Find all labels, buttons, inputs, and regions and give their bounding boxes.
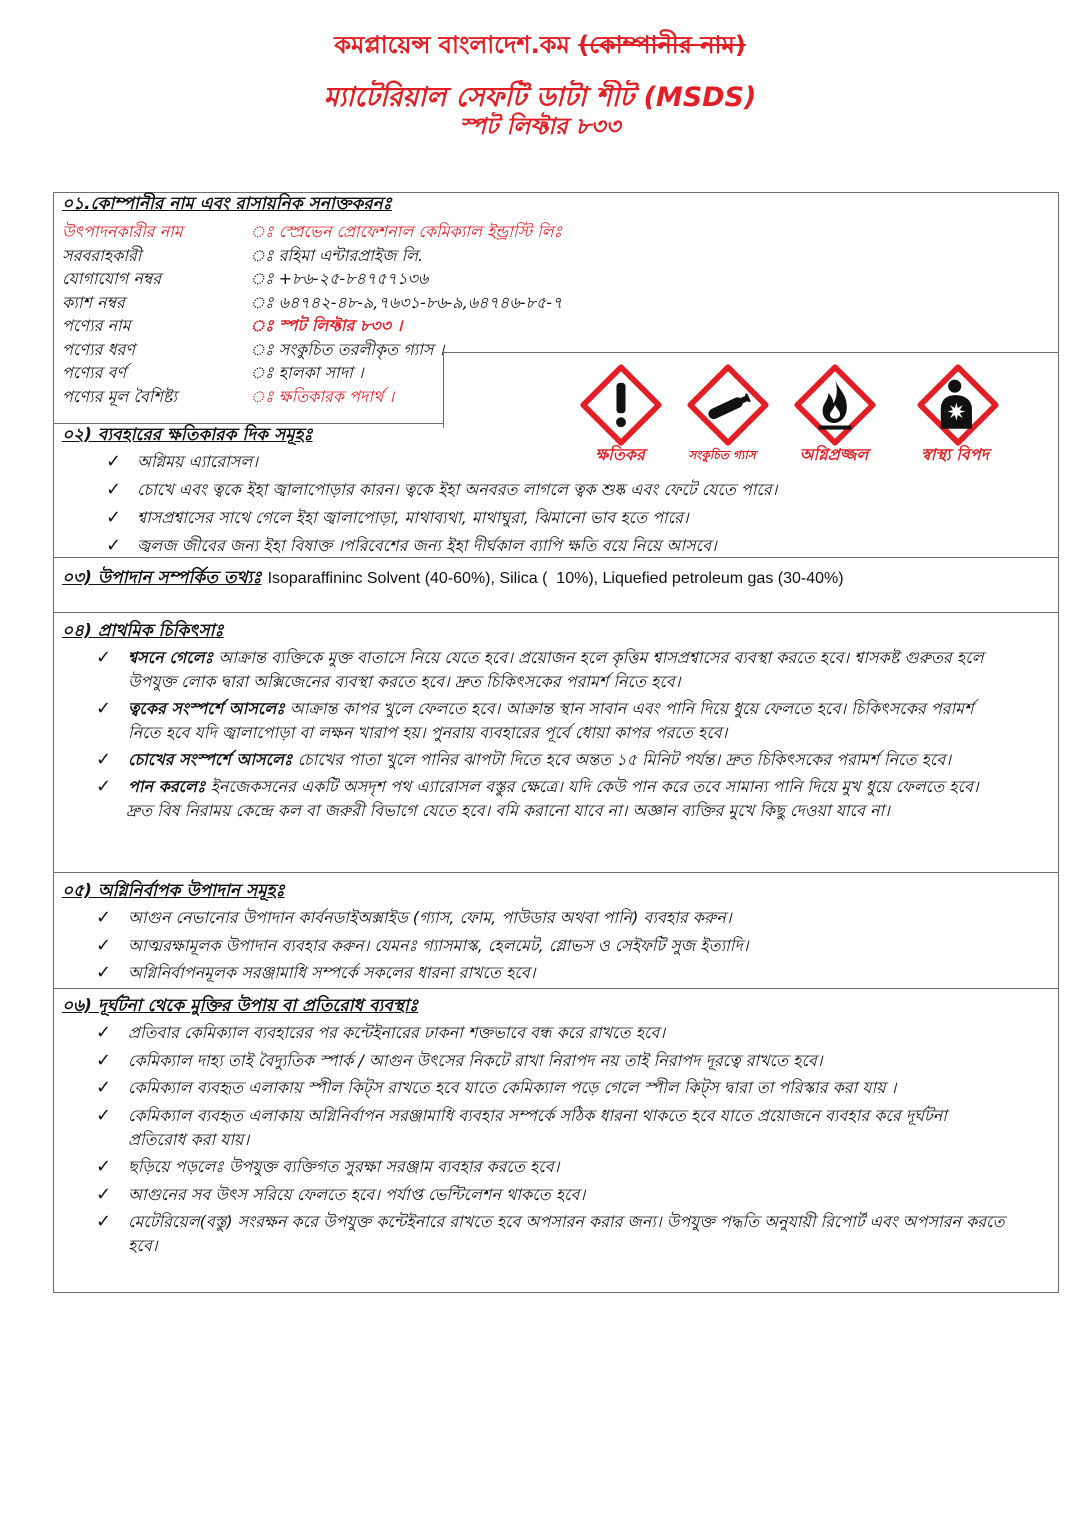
- composition-text: Isoparaffininc Solvent (40-60%), Silica ( 10%), Liquefied petroleum gas (30-40%): [267, 570, 844, 587]
- check-icon: [96, 934, 111, 958]
- hazard-box-left-line: [443, 352, 444, 428]
- check-icon: [96, 1183, 111, 1207]
- check-icon: [106, 450, 121, 474]
- company-heading: [0, 28, 1080, 62]
- list-item-text: কেমিক্যাল দাহ্য তাই বৈদ্যুতিক স্পার্ক / আগুন উৎসের নিকটে রাখা নিরাপদ নয় তাই নিরাপদ দূরত্বে রাখতে হবে।: [128, 1050, 823, 1070]
- first-aid-list: [96, 646, 1007, 799]
- check-icon: [96, 748, 111, 772]
- list-item: [96, 1155, 1007, 1179]
- list-item: [96, 1021, 1007, 1045]
- section-title: ০১.কোম্পানীর নাম এবং রাসায়নিক সনাক্তকরনঃ: [62, 194, 392, 214]
- check-icon: [96, 1210, 111, 1234]
- info-row-manufacturer: [53, 220, 1059, 244]
- hazard-list: [106, 450, 1050, 557]
- list-item-text: শ্বাসপ্রশ্বাসের সাথে গেলে ইহা জ্বালাপোড়া, মাথাব্যথা, মাথাঘুরা, ঝিমানো ভাব হতে পারে।: [137, 508, 689, 527]
- fire-fighting-list: [96, 906, 1007, 985]
- info-label: পণ্যের ধরণ: [62, 339, 135, 359]
- list-item: [96, 934, 1007, 958]
- list-item: [96, 1183, 1007, 1207]
- list-item-text: আগুনের সব উৎস সরিয়ে ফেলতে হবে। পর্যাপ্ত ভেন্টিলেশন থাকতে হবে।: [128, 1184, 586, 1204]
- section-first-aid: [53, 612, 1059, 872]
- list-item: [96, 1076, 1007, 1100]
- info-row-contact: [53, 267, 1059, 291]
- list-item-text: আক্রান্ত ব্যক্তিকে মুক্ত বাতাসে নিয়ে যেতে হবে। প্রয়োজন হলে কৃত্তিম শ্বাসপ্রশ্বাসের ব্যবস্থা করতে হবে। শ্বাসকষ্ট গুরুতর হলে উপযুক্ত লোক দ্বারা অক্সিজেনের ব্যবস্থা করতে হবে। দ্রুত চিকিৎসকের পরামর্শ নিতে হবে।: [128, 648, 984, 691]
- info-row-cas-number: [53, 291, 1059, 315]
- hazard-label-harmful: ক্ষতিকর: [595, 445, 645, 464]
- gas-cylinder-pictogram-icon: [687, 364, 769, 446]
- first-aid-note: দ্রুত বিষ নিরাময় কেন্দ্রে কল বা জরুরী বিভাগে যেতে হবে। বমি করানো যাবে না। অজ্ঞান ব্যক্তির মুখে কিছু দেওয়া যাবে না।: [126, 801, 890, 820]
- info-value: ঃ স্পট লিফ্টার ৮৩৩ ।: [250, 316, 403, 335]
- info-value: ঃ ৬৪৭৪২-৪৮-৯,৭৬৩১-৮৬-৯,৬৪৭৪৬-৮৫-৭: [250, 292, 563, 312]
- company-name: কমপ্লায়েন্স বাংলাদেশ.কম: [334, 31, 570, 59]
- info-row-product-type: [53, 338, 1059, 362]
- check-icon: [96, 646, 111, 670]
- exclamation-mark-pictogram-icon: [580, 364, 662, 446]
- list-item-lead: চোখের সংস্পর্শে আসলেঃ: [128, 750, 293, 769]
- section-composition: [53, 557, 1059, 612]
- section-title: ০৩) উপাদান সম্পর্কিত তথ্যঃ: [62, 568, 262, 588]
- info-label: পণ্যের মূল বৈশিষ্ট্য: [62, 386, 178, 406]
- check-icon: [96, 697, 111, 721]
- info-row-product-name: [53, 314, 1059, 338]
- info-value: ঃ সংকুচিত তরলীকৃত গ্যাস ।: [250, 339, 445, 359]
- flame-pictogram-icon: [794, 364, 876, 446]
- list-item-text: আগুন নেভানোর উপাদান কার্বনডাইঅক্সাইড (গ্যাস, ফোম, পাউডার অথবা পানি) ব্যবহার করুন।: [128, 908, 732, 927]
- section-accident-prevention: [53, 988, 1059, 1292]
- section-company-identification: [53, 192, 1059, 423]
- list-item: [96, 775, 1007, 799]
- identification-rows: [53, 220, 1059, 408]
- info-value: ঃ +৮৬-২৫-৮৪৭৫৭১৩৬: [250, 269, 429, 288]
- company-name-note-struck: (কোম্পানীর নাম): [578, 31, 746, 59]
- list-item: [96, 1104, 1007, 1152]
- section-fire-fighting: [53, 872, 1059, 988]
- section-title: ০৪) প্রাথমিক চিকিৎসাঃ: [62, 621, 224, 641]
- list-item-text: জ্বলজ জীবের জন্য ইহা বিষাক্ত ।পরিবেশের জন্য ইহা দীর্ঘকাল ব্যাপি ক্ষতি বয়ে নিয়ে আসবে।: [137, 536, 717, 555]
- list-item-text: ছড়িয়ে পড়লেঃ উপযুক্ত ব্যক্তিগত সুরক্ষা সরঞ্জাম ব্যবহার করতে হবে।: [128, 1157, 560, 1176]
- info-value: ঃ ক্ষতিকারক পদার্থ ।: [250, 386, 395, 406]
- list-item-text: অগ্নিনির্বাপনমূলক সরঞ্জামাধি সম্পর্কে সকলের ধারনা রাখতে হবে।: [128, 963, 536, 982]
- list-item: [96, 1049, 1007, 1073]
- hazard-label-flammable: অগ্নিপ্রজ্জল: [799, 445, 869, 464]
- section-title: ০৫) অগ্নিনির্বাপক উপাদান সমূহঃ: [62, 881, 285, 901]
- prevention-list: [96, 1021, 1007, 1258]
- list-item-text: মেটেরিয়েল(বস্তু) সংরক্ষন করে উপযুক্ত কন্টেইনারে রাখতে হবে অপসারন করার জন্য। উপযুক্ত পদ্ধতি অনুযায়ী রিপোর্ট এবং অপসারন করতে হবে।: [128, 1212, 1005, 1255]
- info-value: ঃ স্প্রেভেন প্রোফেশনাল কেমিক্যাল ইন্ড্রাস্টি লিঃ: [250, 222, 563, 241]
- check-icon: [96, 1104, 111, 1128]
- info-value: ঃ রহিমা এন্টারপ্রাইজ লি.: [250, 245, 424, 265]
- hazard-label-health-hazard: স্বাস্থ্য বিপদ: [921, 445, 989, 464]
- list-item: [96, 906, 1007, 930]
- list-item: [96, 748, 1007, 772]
- info-label: পণ্যের বর্ণ: [62, 363, 127, 382]
- list-item-text: কেমিক্যাল ব্যবহৃত এলাকায় অগ্নিনির্বাপন সরঞ্জামাধি ব্যবহার সম্পর্কে সঠিক ধারনা থাকতে হবে যাতে প্রয়োজনে ব্যবহার করে দূর্ঘটনা প্রতিরোধ করা যায়।: [128, 1105, 947, 1149]
- check-icon: [96, 1021, 111, 1045]
- list-item-text: ইনজেকসনের একটি অসদৃশ পথ এ্যারোসল বস্তুর ক্ষেত্রে। যদি কেউ পান করে তবে সামান্য পানি দিয়ে মুখ ধুয়ে ফেলতে হবে।: [210, 777, 979, 796]
- list-item: [96, 1210, 1007, 1258]
- list-item: [106, 478, 1050, 502]
- list-item-text: কেমিক্যাল ব্যবহৃত এলাকায় স্পীল কিট্স রাখতে হবে যাতে কেমিক্যাল পড়ে গেলে স্পীল কিট্স দ্বারা তা পরিস্কার করা যায় ।: [128, 1078, 897, 1097]
- hazard-box-top-line: [443, 352, 1059, 353]
- info-value: ঃ হালকা সাদা ।: [250, 363, 364, 382]
- list-item: [106, 534, 1050, 557]
- info-label: পণ্যের নাম: [62, 316, 131, 335]
- info-row-product-feature: [53, 385, 1059, 409]
- document-title: ম্যাটেরিয়াল সেফটি ডাটা শীট (MSDS): [323, 82, 757, 113]
- check-icon: [96, 1155, 111, 1179]
- check-icon: [106, 478, 121, 502]
- section-title: ০৬) দূর্ঘটনা থেকে মুক্তির উপায় বা প্রতিরোধ ব্যবস্থাঃ: [62, 996, 419, 1016]
- list-item-lead: শ্বসনে গেলেঃ: [128, 648, 214, 667]
- info-label: যোগাযোগ নম্বর: [62, 269, 162, 288]
- info-row-supplier: [53, 244, 1059, 268]
- list-item: [96, 697, 1007, 745]
- check-icon: [96, 1049, 111, 1073]
- list-item-text: অগ্নিময় এ্যারোসল।: [137, 452, 258, 471]
- section-title: ০২) ব্যবহারের ক্ষতিকারক দিক সমূহঃ: [62, 425, 313, 445]
- info-label: উৎপাদনকারীর নাম: [62, 222, 183, 241]
- list-item-lead: পান করলেঃ: [128, 777, 206, 796]
- list-item-text: প্রতিবার কেমিক্যাল ব্যবহারের পর কন্টেইনারের ঢাকনা শক্তভাবে বন্ধ করে রাখতে হবে।: [128, 1023, 666, 1042]
- check-icon: [106, 534, 121, 557]
- check-icon: [96, 775, 111, 799]
- info-row-product-colour: [53, 361, 1059, 385]
- health-hazard-pictogram-icon: [917, 364, 999, 446]
- list-item: [106, 506, 1050, 530]
- hazard-label-compressed-gas: সংকুচিত গ্যাস: [688, 448, 756, 462]
- list-item-text: চোখে এবং ত্বকে ইহা জ্বালাপোড়ার কারন। ত্বকে ইহা অনবরত লাগলে ত্বক শুষ্ক এবং ফেটে যেতে পারে।: [137, 480, 778, 499]
- list-item: [96, 961, 1007, 985]
- check-icon: [96, 961, 111, 985]
- check-icon: [106, 506, 121, 530]
- list-item-text: আত্মরক্ষামূলক উপাদান ব্যবহার করুন। যেমনঃ গ্যাসমাস্ক, হেলমেট, গ্লোভস ও সেইফটি সুজ ইত্যাদি।: [128, 935, 749, 955]
- info-label: সরবরাহকারী: [62, 245, 142, 265]
- info-label: ক্যাশ নম্বর: [62, 292, 125, 312]
- check-icon: [96, 906, 111, 930]
- product-title: স্পট লিফ্টার ৮৩৩: [459, 114, 621, 140]
- check-icon: [96, 1076, 111, 1100]
- list-item-lead: ত্বকের সংস্পর্শে আসলেঃ: [128, 699, 285, 718]
- list-item-text: চোখের পাতা খুলে পানির ঝাপটা দিতে হবে অন্তত ১৫ মিনিট পর্যন্ত। দ্রুত চিকিৎসকের পরামর্শ নিতে হবে।: [297, 750, 951, 769]
- list-item-text: আক্রান্ত কাপর খুলে ফেলতে হবে। আক্রান্ত স্থান সাবান এবং পানি দিয়ে ধুয়ে ফেলতে হবে। চিকিৎসকের পরামর্শ নিতে হবে যদি জ্বালাপোড়া বা লক্ষন খারাপ হয়। পুনরায় ব্যবহারের পূর্বে ধোয়া কাপর পরতে হবে।: [128, 699, 974, 742]
- list-item: [96, 646, 1007, 694]
